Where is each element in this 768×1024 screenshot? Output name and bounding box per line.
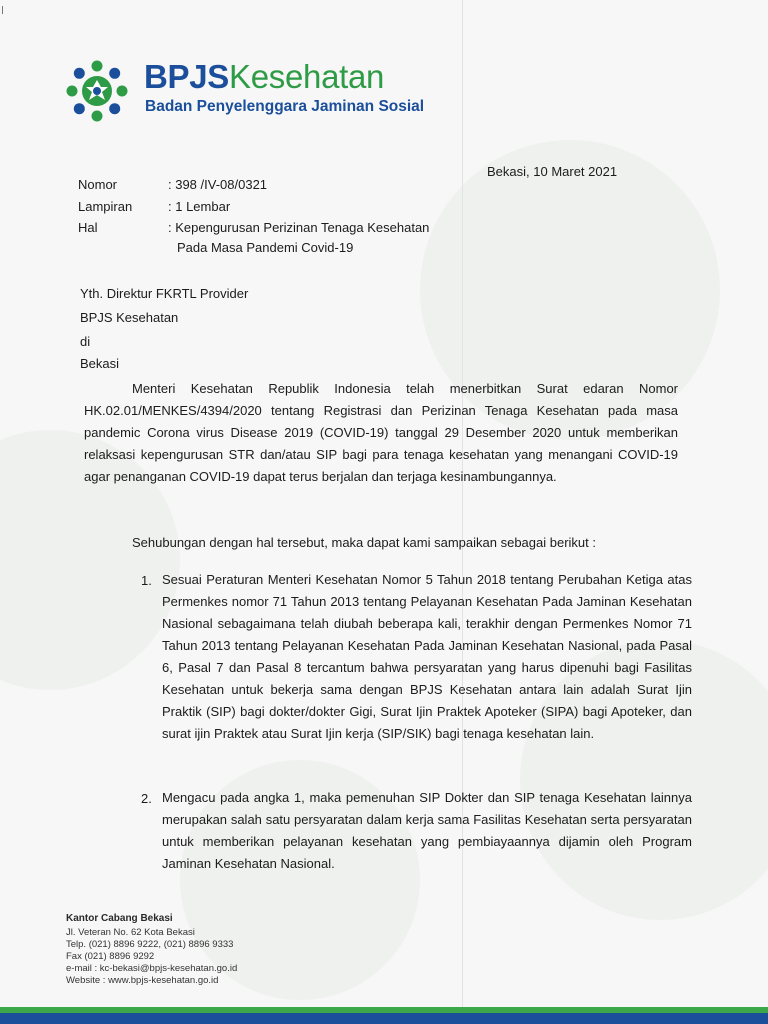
- meta-value: : 1 Lembar: [168, 199, 231, 214]
- list-item-text: Sesuai Peraturan Menteri Kesehatan Nomor 5 Tahun 2018 tentang Perubahan Ketiga atas Permenkes nomor 71 Tahun 2013 tentang Pelayanan Kesehatan Pada Jaminan Kesehatan Nasional sebagaimana telah diubah beberapa kali, terakhir dengan Permenkes Nomor 71 Tahun 2013 tentang Pelayanan Kesehatan Pada Jaminan Kesehatan Nasional, pada Pasal 6, Pasal 7 dan Pasal 8 tercantum bahwa persyaratan yang harus dipenuhi bagi Fasilitas Kesehatan untuk bekerja sama dengan BPJS Kesehatan antara lain adalah Surat Ijin Praktik (SIP) bagi dokter/dokter Gigi, Surat Ijin Praktek Apoteker (SIPA) bagi Apoteker, dan surat ijin Praktek atau Surat Ijin kerja (SIP/SIK) bagi tenaga kesehatan lain.: [162, 572, 692, 741]
- footer-office-title: Kantor Cabang Bekasi: [66, 913, 173, 924]
- body-paragraph-2: Sehubungan dengan hal tersebut, maka dapat kami sampaikan sebagai berikut :: [132, 535, 596, 550]
- list-item-number: 2.: [141, 791, 152, 806]
- footer-fax: Fax (021) 8896 9292: [66, 951, 155, 962]
- meta-value: : Kepengurusan Perizinan Tenaga Kesehatan: [168, 220, 430, 235]
- body-paragraph-1: Menteri Kesehatan Republik Indonesia telah menerbitkan Surat edaran Nomor HK.02.01/MENKES/4394/2020 tentang Registrasi dan Perizinan Tenaga Kesehatan pada masa pandemic Corona virus Disease 2019 (COVID-19) tanggal 29 Desember 2020 untuk memberikan relaksasi kepengurusan STR dan/atau SIP bagi para tenaga kesehatan yang menangani COVID-19 agar penanganan COVID-19 dapat terus berjalan dan terjaga kesinambungannya.: [84, 381, 678, 484]
- footer-phone: Telp. (021) 8896 9222, (021) 8896 9333: [66, 939, 234, 950]
- recipient-line: BPJS Kesehatan: [80, 310, 179, 325]
- meta-row-lampiran: [78, 199, 230, 214]
- meta-label: Nomor: [78, 177, 118, 192]
- recipient-line: Bekasi: [80, 356, 120, 371]
- meta-row-hal: [78, 220, 429, 235]
- footer-website: Website : www.bpjs-kesehatan.go.id: [66, 975, 219, 986]
- meta-value: : 398 /IV-08/0321: [168, 177, 268, 192]
- list-item-number: 1.: [141, 573, 152, 588]
- brand-kesehatan: Kesehatan: [229, 58, 385, 95]
- meta-label: Hal: [78, 220, 98, 235]
- meta-row-nomor: [78, 177, 267, 192]
- recipient-line: di: [80, 334, 91, 349]
- footer-email: e-mail : kc-bekasi@bpjs-kesehatan.go.id: [66, 963, 238, 974]
- list-item-text: Mengacu pada angka 1, maka pemenuhan SIP Dokter dan SIP tenaga Kesehatan lainnya merupakan salah satu persyaratan dalam kerja sama Fasilitas Kesehatan serta persyaratan untuk memberikan pelayanan kesehatan yang pembiayaannya dijamin oleh Program Jaminan Kesehatan Nasional.: [162, 790, 692, 871]
- bpjs-logo-icon: [66, 60, 128, 122]
- footer-address: Jl. Veteran No. 62 Kota Bekasi: [66, 927, 195, 938]
- recipient-line: Yth. Direktur FKRTL Provider: [80, 286, 249, 301]
- scan-edge-mark: [2, 6, 3, 14]
- brand-bpjs: BPJS: [144, 58, 230, 95]
- letter-date: Bekasi, 10 Maret 2021: [487, 164, 618, 179]
- meta-hal-continuation: Pada Masa Pandemi Covid-19: [177, 240, 354, 255]
- meta-label: Lampiran: [78, 199, 133, 214]
- brand-name: [144, 58, 384, 96]
- footer-blue-stripe: [0, 1013, 768, 1024]
- brand-subtitle: Badan Penyelenggara Jaminan Sosial: [145, 98, 425, 115]
